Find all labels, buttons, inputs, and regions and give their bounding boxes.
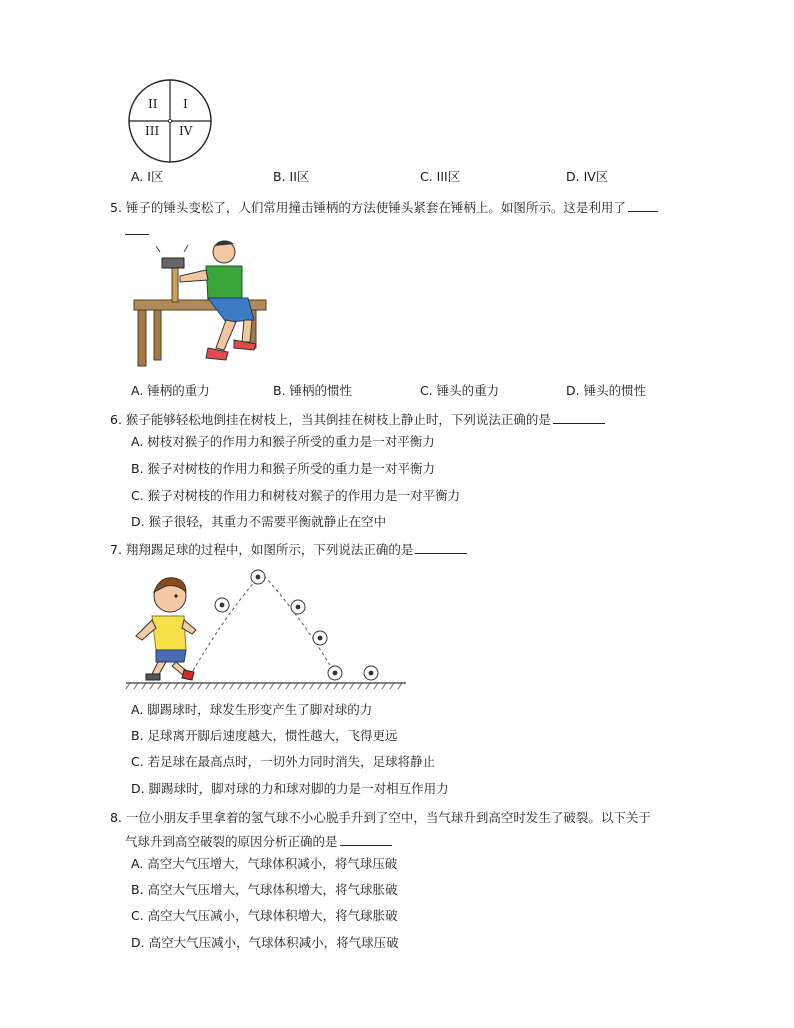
- q5-answer-blank-cont[interactable]: [125, 222, 149, 235]
- q7-answer-blank[interactable]: [415, 541, 467, 554]
- q8-option-a[interactable]: A. 高空大气压增大，气球体积减小，将气球压破: [131, 856, 398, 871]
- q6-option-a[interactable]: A. 树枝对猴子的作用力和猴子所受的重力是一对平衡力: [131, 434, 435, 449]
- q6-option-c[interactable]: C. 猴子对树枝的作用力和树枝对猴子的作用力是一对平衡力: [131, 488, 461, 503]
- q4-option-b[interactable]: B. II区: [273, 169, 310, 184]
- q7-stem-text: 7. 翔翔踢足球的过程中，如图所示，下列说法正确的是: [110, 542, 414, 557]
- q6-option-d[interactable]: D. 猴子很轻，其重力不需要平衡就静止在空中: [131, 514, 387, 529]
- q5-option-a[interactable]: A. 锤柄的重力: [131, 383, 210, 398]
- q4-option-d[interactable]: D. IV区: [566, 169, 609, 184]
- q5-stem-text: 5. 锤子的锤头变松了，人们常用撞击锤柄的方法使锤头紧套在锤柄上。如图所示。这是利用了: [110, 200, 626, 215]
- q8-stem-text: 气球升到高空破裂的原因分析正确的是: [125, 834, 338, 849]
- quadrant-label-iv: IV: [179, 124, 193, 138]
- q7-option-d[interactable]: D. 脚踢球时，脚对球的力和球对脚的力是一对相互作用力: [131, 781, 449, 796]
- q7-option-a[interactable]: A. 脚踢球时，球发生形变产生了脚对球的力: [131, 702, 373, 717]
- q5-option-d[interactable]: D. 锤头的惯性: [566, 383, 647, 398]
- q8-option-b[interactable]: B. 高空大气压增大，气球体积增大，将气球胀破: [131, 882, 398, 897]
- quadrant-label-iii: III: [145, 124, 160, 138]
- q6-answer-blank[interactable]: [553, 411, 605, 424]
- q6-stem: [110, 410, 605, 428]
- soccer-kick-illustration: [126, 562, 406, 690]
- q7-option-b[interactable]: B. 足球离开脚后速度越大，惯性越大，飞得更远: [131, 728, 398, 743]
- hammer-bench-illustration: [130, 236, 270, 372]
- quadrant-label-i: I: [183, 97, 188, 111]
- q4-option-a[interactable]: A. I区: [131, 169, 164, 184]
- q8-answer-blank[interactable]: [340, 833, 392, 846]
- q4-option-c[interactable]: C. III区: [420, 169, 461, 184]
- q5-option-c[interactable]: C. 锤头的重力: [420, 383, 500, 398]
- q5-option-b[interactable]: B. 锤柄的惯性: [273, 383, 353, 398]
- q5-stem: [110, 198, 658, 216]
- q7-stem: [110, 540, 467, 558]
- q7-option-c[interactable]: C. 若足球在最高点时，一切外力同时消失，足球将静止: [131, 754, 436, 769]
- q5-answer-blank[interactable]: [628, 199, 658, 212]
- quadrant-circle-figure: [127, 78, 213, 164]
- quadrant-label-ii: II: [148, 97, 158, 111]
- q6-stem-text: 6. 猴子能够轻松地倒挂在树枝上，当其倒挂在树枝上静止时，下列说法正确的是: [110, 412, 551, 427]
- q8-option-d[interactable]: D. 高空大气压减小，气球体积减小，将气球压破: [131, 935, 399, 950]
- q8-stem-line1: 8. 一位小朋友手里拿着的氢气球不小心脱手升到了空中，当气球升到高空时发生了破裂。以下关于: [110, 810, 651, 825]
- q8-option-c[interactable]: C. 高空大气压减小，气球体积增大，将气球胀破: [131, 908, 398, 923]
- q8-stem-line2: [125, 832, 392, 850]
- q6-option-b[interactable]: B. 猴子对树枝的作用力和猴子所受的重力是一对平衡力: [131, 461, 436, 476]
